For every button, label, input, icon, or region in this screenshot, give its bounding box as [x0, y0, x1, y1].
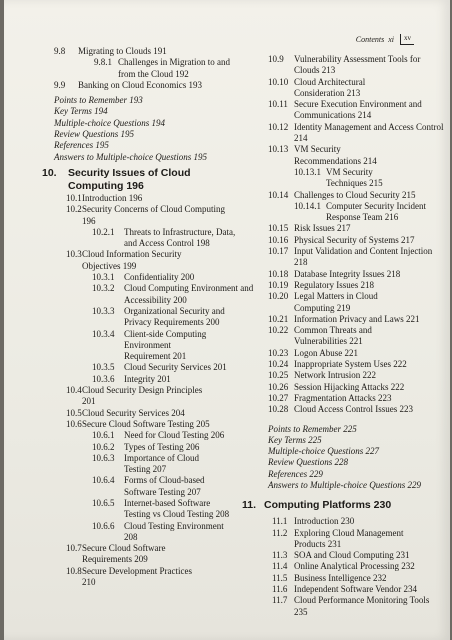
entry-number: 10.22: [268, 325, 289, 336]
entry-text: Online Analytical Processing 232: [294, 561, 415, 572]
entry-text: Vulnerability Assessment Tools for Clouds 213: [294, 54, 421, 76]
toc-entry: [268, 235, 444, 246]
toc-entry: [54, 566, 202, 589]
toc-entry: [268, 269, 444, 280]
entry-number: 11.2: [272, 527, 288, 538]
toc-entry: [268, 516, 444, 527]
entry-text: Security Concerns of Cloud Computing 196: [82, 204, 225, 226]
toc-entry: [268, 190, 444, 201]
entry-number: 10.27: [268, 392, 289, 403]
entry-number: 10.5: [66, 407, 82, 418]
entry-number: 10.25: [268, 370, 289, 381]
toc-left-column: [42, 46, 254, 588]
entry-number: 10.15: [268, 223, 289, 234]
entry-number: 11.5: [272, 572, 288, 583]
entry-text: Secure Development Practices 210: [82, 565, 192, 588]
entry-text: Challenges to Cloud Security 215: [294, 189, 416, 200]
entry-text: Inappropriate System Uses 222: [294, 359, 407, 370]
running-header: [356, 34, 414, 45]
entry-text: Internet-based Software Testing vs Cloud Testing 208: [124, 497, 230, 520]
toc-entry: [268, 99, 444, 122]
toc-entry: [54, 498, 234, 521]
entry-number: 10.3: [66, 249, 82, 260]
toc-entry: [268, 280, 444, 291]
back-matter-item: References 195: [54, 140, 109, 151]
entry-text: Organizational Security and Privacy Requirements 200: [124, 305, 225, 328]
back-matter-item: Points to Remember 193: [54, 95, 143, 106]
entry-text: Cloud Performance Monitoring Tools 235: [294, 595, 430, 617]
toc-entry: [54, 419, 257, 430]
entry-number: 10.3.2: [92, 283, 115, 294]
entry-number: 10.8: [66, 565, 82, 576]
entry-number: 10.3.6: [92, 373, 115, 384]
toc-entry: [54, 453, 224, 476]
entry-number: 10.2: [66, 204, 82, 215]
entry-number: 10.6.3: [92, 452, 115, 463]
toc-entry: [54, 227, 239, 250]
entry-number: 10.3.1: [92, 272, 115, 283]
entry-text: Cloud Architectural Consideration 213: [294, 76, 366, 98]
toc-entry: [268, 314, 450, 325]
entry-number: 10.13.1: [294, 166, 321, 177]
entry-number: 10.10: [268, 76, 289, 87]
entry-number: 10.16: [268, 234, 289, 245]
entry-text: Security Issues of Cloud Computing 196: [68, 166, 191, 192]
entry-number: 10.24: [268, 359, 289, 370]
entry-text: Independent Software Vendor 234: [294, 584, 418, 595]
entry-number: 10.3.4: [92, 328, 115, 339]
back-matter-item: Key Terms 194: [54, 106, 108, 117]
chapter-heading: [242, 499, 438, 512]
entry-text: Database Integrity Issues 218: [294, 268, 401, 279]
toc-entry: [268, 393, 444, 404]
entry-text: Integrity 201: [124, 373, 171, 384]
entry-text: Network Intrusion 222: [294, 370, 376, 381]
entry-text: Client-side Computing Environment Requirement 201: [124, 328, 207, 362]
toc-entry: [268, 325, 404, 348]
entry-text: Cloud Security Design Principles 201: [82, 385, 203, 407]
corner-page-number: xv: [400, 34, 414, 45]
toc-entry: [268, 561, 450, 572]
entry-text: Session Hijacking Attacks 222: [294, 381, 405, 392]
toc-entry: [54, 362, 254, 373]
toc-entry: [54, 475, 229, 498]
entry-number: 9.8.1: [94, 57, 112, 68]
entry-text: Risk Issues 217: [294, 223, 351, 234]
entry-number: 10.18: [268, 268, 289, 279]
entry-text: Identity Management and Access Control 214: [294, 121, 444, 144]
back-matter-item: Answers to Multiple-choice Questions 195: [54, 151, 207, 162]
entry-text: Cloud Computing Environment and Accessibility 200: [124, 283, 254, 305]
entry-text: Cloud Testing Environment 208: [124, 520, 224, 542]
entry-text: Computer Security Incident Response Team 216: [326, 200, 426, 223]
entry-text: Challenges in Migration to and from the Cloud 192: [118, 57, 230, 79]
entry-number: 10.7: [66, 543, 82, 554]
entry-text: Fragmentation Attacks 223: [294, 392, 392, 403]
toc-entry: [268, 573, 450, 584]
chapter-heading: [42, 167, 218, 193]
entry-text: 11.: [242, 499, 257, 512]
entry-text: Introduction 230: [294, 516, 355, 527]
entry-number: 10.6.5: [92, 497, 115, 508]
entry-text: Types of Testing 206: [124, 441, 200, 452]
entry-text: Need for Cloud Testing 206: [124, 430, 225, 441]
toc-entry: [268, 359, 450, 370]
entry-number: 10.6.1: [92, 430, 115, 441]
book-page: [4, 0, 450, 640]
entry-number: 10.14.1: [294, 200, 321, 211]
entry-text: Physical Security of Systems 217: [294, 234, 415, 245]
entry-text: 10.: [42, 166, 57, 179]
entry-number: 11.7: [272, 595, 288, 606]
toc-entry: [54, 385, 212, 408]
toc-entry: [268, 54, 444, 77]
entry-number: 10.13: [268, 144, 289, 155]
entry-number: 10.6.4: [92, 475, 115, 486]
toc-entry: [268, 246, 434, 269]
toc-entry: [268, 201, 436, 224]
entry-text: Cloud Access Control Issues 223: [294, 404, 413, 415]
toc-entry: [54, 430, 254, 441]
toc-entry: [268, 528, 434, 551]
entry-text: Cloud Security Services 201: [124, 362, 227, 373]
back-matter-item: Review Questions 228: [268, 457, 348, 468]
toc-entry: [54, 193, 232, 204]
toc-entry: [268, 348, 444, 359]
entry-text: Confidentiality 200: [124, 272, 195, 283]
back-matter-item: Multiple-choice Questions 227: [268, 446, 379, 457]
back-matter-item: Key Terms 225: [268, 434, 322, 445]
entry-text: Information Privacy and Laws 221: [294, 313, 420, 324]
entry-text: Business Intelligence 232: [294, 572, 387, 583]
entry-number: 10.20: [268, 291, 289, 302]
entry-text: Secure Cloud Software Testing 205: [82, 418, 210, 429]
entry-text: Input Validation and Content Injection 218: [294, 246, 433, 268]
entry-text: Secure Cloud Software Requirements 209: [82, 543, 166, 565]
entry-text: Logon Abuse 221: [294, 347, 358, 358]
entry-number: 10.21: [268, 313, 289, 324]
entry-text: VM Security Techniques 215: [326, 166, 383, 189]
toc-entry: [54, 408, 242, 419]
back-matter-item: Answers to Multiple-choice Questions 229: [268, 479, 421, 490]
entry-text: Banking on Cloud Economics 193: [78, 79, 202, 90]
toc-entry: [54, 521, 224, 544]
entry-number: 11.6: [272, 584, 288, 595]
entry-number: 10.12: [268, 121, 289, 132]
toc-entry: [54, 283, 254, 306]
entry-number: 10.4: [66, 385, 82, 396]
entry-text: Exploring Cloud Management Products 231: [294, 527, 404, 549]
entry-number: 9.9: [54, 79, 66, 90]
toc-entry: [268, 382, 450, 393]
back-matter-item: Points to Remember 225: [268, 423, 357, 434]
entry-text: Legal Matters in Cloud Computing 219: [294, 291, 378, 313]
entry-number: 10.28: [268, 404, 289, 415]
entry-text: Forms of Cloud-based Software Testing 207: [124, 475, 205, 497]
entry-number: 10.9: [268, 54, 284, 64]
toc-entry: [54, 204, 232, 227]
entry-number: 10.6.2: [92, 441, 115, 452]
toc-entry: [268, 404, 450, 415]
toc-entry: [54, 306, 249, 329]
toc-entry: [54, 249, 222, 272]
entry-text: Regulatory Issues 218: [294, 279, 374, 290]
entry-number: 11.1: [272, 516, 288, 527]
page-number: xi: [388, 35, 394, 44]
entry-text: Cloud Information Security Objectives 199: [82, 249, 182, 271]
toc-entry: [268, 77, 414, 100]
toc-entry: [54, 46, 244, 57]
back-matter-item: References 229: [268, 468, 323, 479]
entry-number: 11.3: [272, 550, 288, 561]
entry-number: 10.19: [268, 279, 289, 290]
entry-number: 10.26: [268, 381, 289, 392]
toc-entry: [54, 543, 202, 566]
entry-number: 10.11: [268, 99, 288, 110]
entry-number: 10.3.3: [92, 305, 115, 316]
entry-text: Computing Platforms 230: [264, 499, 392, 512]
entry-number: 10.1: [66, 192, 82, 203]
toc-entry: [268, 223, 444, 234]
toc-entry: [54, 442, 254, 453]
toc-entry: [268, 122, 444, 145]
entry-number: 10.23: [268, 347, 289, 358]
entry-number: 10.2.1: [92, 226, 115, 237]
entry-text: Cloud Security Services 204: [82, 407, 185, 418]
entry-number: 9.8: [54, 46, 66, 56]
entry-number: 10.6.6: [92, 520, 115, 531]
entry-text: Common Threats and Vulnerabilities 221: [294, 325, 372, 347]
entry-number: 10.6: [66, 418, 82, 429]
entry-text: Migrating to Clouds 191: [78, 46, 167, 56]
toc-entry: [268, 584, 450, 595]
entry-text: VM Security Recommendations 214: [294, 144, 377, 166]
back-matter-item: Multiple-choice Questions 194: [54, 117, 165, 128]
toc-entry: [268, 291, 404, 314]
entry-text: Importance of Cloud Testing 207: [124, 452, 199, 475]
toc-entry: [54, 272, 244, 283]
entry-number: 11.4: [272, 561, 288, 572]
toc-entry: [268, 144, 409, 167]
toc-entry: [54, 80, 244, 91]
back-matter-item: Review Questions 195: [54, 129, 134, 140]
toc-entry: [268, 370, 444, 381]
toc-entry: [54, 329, 219, 363]
entry-number: 10.14: [268, 189, 289, 200]
entry-number: 10.3.5: [92, 362, 115, 373]
toc-right-column: [242, 54, 444, 618]
entry-text: SOA and Cloud Computing 231: [294, 550, 410, 561]
toc-entry: [268, 167, 406, 190]
toc-entry: [54, 57, 238, 80]
entry-number: 10.17: [268, 246, 289, 257]
toc-entry: [268, 595, 434, 618]
entry-text: Secure Execution Environment and Communications 214: [294, 99, 422, 121]
toc-entry: [268, 550, 450, 561]
entry-text: Introduction 196: [82, 192, 143, 203]
toc-entry: [54, 374, 244, 385]
entry-text: Threats to Infrastructure, Data, and Access Control 198: [124, 226, 236, 249]
running-title: Contents: [355, 35, 385, 44]
